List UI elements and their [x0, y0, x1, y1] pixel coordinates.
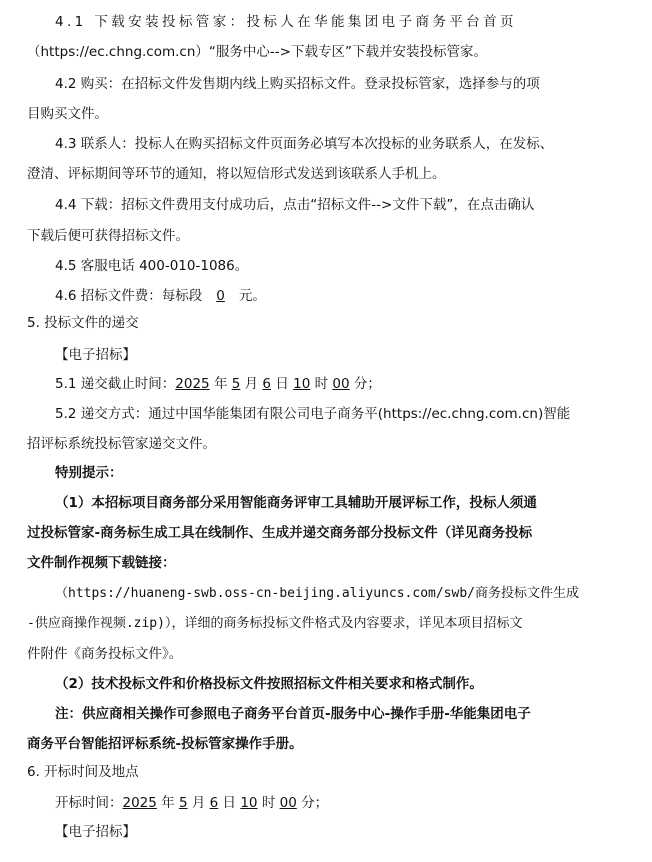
clause-number: 4.3	[55, 136, 77, 152]
section-4-5	[55, 256, 248, 276]
clause-number: 5.1	[55, 376, 77, 392]
deadline-month: 5	[231, 376, 241, 392]
section-4-1-line-1	[55, 12, 517, 32]
clause-number: 4.4	[55, 197, 77, 213]
electronic-bidding-tag: 【电子招标】	[55, 347, 136, 363]
notice-1-line-3: 文件制作视频下载链接：	[27, 555, 176, 571]
section-4-3-line-1	[55, 134, 553, 154]
clause-number: 5.2	[55, 406, 77, 422]
electronic-bidding-tag-2: 【电子招标】	[55, 824, 136, 840]
special-notice-title: 特别提示：	[55, 465, 123, 481]
section-5-1	[55, 374, 381, 394]
note-line-1: 注：供应商相关操作可参照电子商务平台首页-服务中心-操作手册-华能集团电子	[55, 706, 531, 722]
hour-unit: 时	[261, 795, 276, 811]
deadline-year: 2025	[175, 376, 210, 392]
opening-time-label: 开标时间：	[55, 795, 123, 811]
deadline-day: 6	[262, 376, 272, 392]
section-4-3-line-2: 澄清、评标期间等环节的通知，将以短信形式发送到该联系人手机上。	[27, 166, 446, 182]
year-unit: 年	[161, 795, 175, 811]
clause-number: 4.2	[55, 76, 77, 92]
deadline-minute: 00	[332, 376, 350, 392]
clause-text: 递交方式：通过中国华能集团有限公司电子商务平(https://ec.chng.com.cn)智能	[80, 406, 571, 422]
deadline-hour: 10	[293, 376, 311, 392]
month-unit: 月	[191, 795, 206, 811]
section-5-heading: 5. 投标文件的递交	[27, 315, 139, 331]
minute-unit: 分；	[301, 795, 329, 811]
section-4-4-line-1	[55, 195, 534, 215]
customer-service-phone: 客服电话 400-010-1086。	[80, 258, 249, 274]
section-4-6	[55, 286, 266, 306]
opening-minute: 00	[279, 795, 297, 811]
notice-2: （2）技术投标文件和价格投标文件按照招标文件相关要求和格式制作。	[55, 676, 483, 692]
notice-1-line-6: 件附件《商务投标文件》。	[27, 646, 183, 662]
notice-1-line-2: 过投标管家-商务标生成工具在线制作、生成并递交商务部分投标文件（详见商务投标	[27, 525, 533, 541]
year-unit: 年	[213, 376, 228, 392]
clause-number: 4.1	[55, 14, 87, 30]
minute-unit: 分；	[353, 376, 381, 392]
opening-month: 5	[178, 795, 188, 811]
day-unit: 日	[275, 376, 289, 392]
opening-time	[55, 793, 328, 813]
clause-text: 购买：在招标文件发售期内线上购买招标文件。登录投标管家，选择参与的项	[80, 76, 540, 92]
fee-value: 0	[216, 288, 225, 304]
notice-1-line-1: （1）本招标项目商务部分采用智能商务评审工具辅助开展评标工作，投标人须通	[55, 495, 537, 511]
opening-day: 6	[209, 795, 219, 811]
section-4-4-line-2: 下载后便可获得招标文件。	[27, 228, 189, 244]
day-unit: 日	[222, 795, 237, 811]
notice-1-line-5: -供应商操作视频.zip)），详细的商务标投标文件格式及内容要求，详见本项目招标文	[27, 616, 523, 631]
deadline-label: 递交截止时间：	[80, 376, 176, 392]
hour-unit: 时	[314, 376, 329, 392]
fee-label: 招标文件费：每标段	[80, 288, 203, 304]
clause-text: 下载安装投标管家：投标人在华能集团电子商务平台首页	[94, 14, 517, 30]
clause-text: 下载：招标文件费用支付成功后，点击“招标文件-->文件下载”，在点击确认	[80, 197, 535, 213]
section-4-2-line-2: 目购买文件。	[27, 106, 108, 122]
opening-year: 2025	[122, 795, 157, 811]
clause-text: 联系人：投标人在购买招标文件页面务必填写本次投标的业务联系人，在发标、	[80, 136, 554, 152]
section-6-heading: 6. 开标时间及地点	[27, 764, 139, 780]
clause-number: 4.5	[55, 258, 77, 274]
clause-number: 4.6	[55, 288, 77, 304]
section-5-2-line-1	[55, 404, 570, 424]
section-4-2-line-1	[55, 74, 540, 94]
month-unit: 月	[244, 376, 259, 392]
note-line-2: 商务平台智能招评标系统-投标管家操作手册。	[27, 736, 303, 752]
notice-1-line-4: （https://huaneng-swb.oss-cn-beijing.aliyuncs.com/swb/商务投标文件生成	[55, 586, 579, 601]
section-4-1-line-2: （https://ec.chng.com.cn）“服务中心-->下载专区”下载并安装投标管家。	[27, 44, 487, 60]
section-5-2-line-2: 招评标系统投标管家递交文件。	[27, 436, 216, 452]
opening-hour: 10	[240, 795, 258, 811]
fee-unit: 元。	[238, 288, 266, 304]
